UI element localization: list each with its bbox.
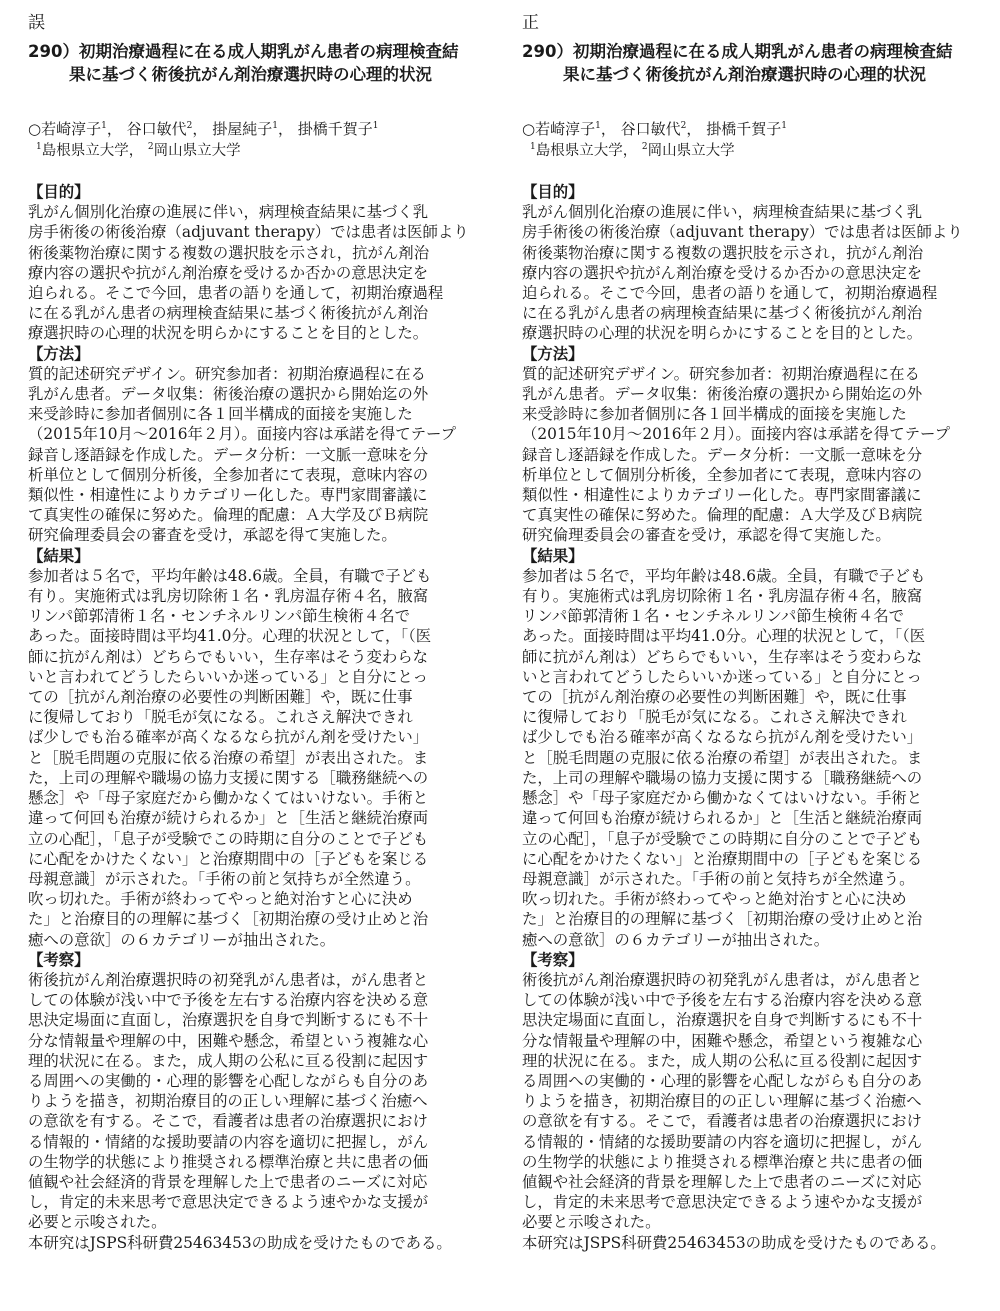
body-line: リンパ節郭清術１名・センチネルリンパ節生検術４名で — [522, 607, 904, 626]
affiliation-separator: ， — [128, 143, 144, 159]
author-affiliation-number: 1 — [372, 121, 379, 131]
author-list — [28, 118, 478, 140]
body-line: 思決定場面に直面し，治療選択を自身で判断するにも不十 — [28, 1011, 429, 1030]
body-line: し，肯定的未来思考で意思決定できるよう速やかな支援が — [522, 1193, 923, 1212]
body-line: 師に抗がん剤は）どちらでもいい，生存率はそう変わらな — [28, 647, 429, 666]
body-line: 研究倫理委員会の審査を受け，承認を得て実施した。 — [522, 526, 891, 545]
author-separator: ， — [686, 120, 702, 138]
title-line: 290）初期治療過程に在る成人期乳がん患者の病理検査結 — [28, 42, 459, 61]
author-separator: ， — [106, 120, 122, 138]
body-line: 必要と示唆された。 — [522, 1213, 661, 1232]
body-line: の生物学的状態により推奨される標準治療と共に患者の価 — [28, 1152, 429, 1171]
body-line: 分な情報量や理解の中，困難や懸念，希望という複雑な心 — [522, 1031, 923, 1050]
body-line: る周囲への実働的・心理的影響を心配しながらも自分のあ — [28, 1071, 429, 1090]
body-line: に復帰しており「脱毛が気になる。これさえ解決できれ — [522, 708, 907, 727]
body-line: 乳がん患者。データ収集：術後治療の選択から開始迄の外 — [522, 385, 923, 404]
author-name: 掛橋千賀子 — [706, 120, 782, 138]
author-affiliation-number: 1 — [101, 121, 107, 131]
affiliation-number: 2 — [641, 142, 648, 152]
body-line: 房手術後の術後治療（adjuvant therapy）では患者は医師より — [522, 223, 963, 242]
body-line: 懸念］や「母子家庭だから働かなくてはいけない。手術と — [28, 789, 429, 808]
body-line: 療内容の選択や抗がん剤治療を受けるか否かの意思決定を — [28, 263, 429, 282]
body-line: の意欲を有する。そこで，看護者は患者の治療選択におけ — [28, 1112, 428, 1131]
body-line: 違って何回も治療が続けられるか」と［生活と継続治療両 — [28, 809, 429, 828]
body-line: 思決定場面に直面し，治療選択を自身で判断するにも不十 — [522, 1011, 923, 1030]
body-line: の意欲を有する。そこで，看護者は患者の治療選択におけ — [522, 1112, 922, 1131]
body-line: いと言われてどうしたらいいか迷っている」と自分にとっ — [522, 667, 922, 686]
body-line: 癒への意欲］の６カテゴリーが抽出された。 — [522, 930, 830, 949]
body-line: に心配をかけたくない」と治療期間中の［子どもを案じる — [522, 849, 923, 868]
title-line: 果に基づく術後抗がん剤治療選択時の心理的状況 — [69, 65, 432, 84]
body-line: 療内容の選択や抗がん剤治療を受けるか否かの意思決定を — [522, 263, 923, 282]
abstract-title — [28, 40, 478, 86]
title-line: 果に基づく術後抗がん剤治療選択時の心理的状況 — [563, 65, 926, 84]
abstract-body — [522, 182, 972, 1253]
body-line: しての体験が浅い中で予後を左右する治療内容を決める意 — [522, 991, 923, 1010]
body-line: 分な情報量や理解の中，困難や懸念，希望という複雑な心 — [28, 1031, 429, 1050]
body-line: 参加者は５名で，平均年齢は48.6歳。全員，有職で子ども — [28, 566, 432, 585]
author-affiliation-number: 2 — [186, 121, 193, 131]
body-line: 迫られる。そこで今回，患者の語りを通して，初期治療過程 — [28, 284, 444, 303]
body-line: 類似性・相違性によりカテゴリー化した。専門家間審議に — [28, 486, 428, 505]
body-line: ての［抗がん剤治療の必要性の判断困難］や，既に仕事 — [522, 688, 907, 707]
body-line: 癒への意欲］の６カテゴリーが抽出された。 — [28, 930, 336, 949]
body-line: 有り。実施術式は乳房切除術１名・乳房温存術４名，腋窩 — [522, 587, 923, 606]
body-line: 有り。実施術式は乳房切除術１名・乳房温存術４名，腋窩 — [28, 587, 429, 606]
body-line: 質的記述研究デザイン。研究参加者：初期治療過程に在る — [28, 364, 426, 383]
body-line: 研究倫理委員会の審査を受け，承認を得て実施した。 — [28, 526, 397, 545]
body-line: 乳がん患者。データ収集：術後治療の選択から開始迄の外 — [28, 385, 429, 404]
body-line: リンパ節郭清術１名・センチネルリンパ節生検術４名で — [28, 607, 410, 626]
body-line: 乳がん個別化治療の進展に伴い，病理検査結果に基づく乳 — [28, 203, 429, 222]
body-line: る情報的・情緒的な援助要請の内容を適切に把握し，がん — [522, 1132, 923, 1151]
presenter-mark: ○ — [28, 120, 42, 138]
body-line: あった。面接時間は平均41.0分。心理的状況として，「（医 — [522, 627, 926, 646]
body-line: た」と治療目的の理解に基づく［初期治療の受け止めと治 — [522, 910, 923, 929]
affiliation-name: 島根県立大学 — [41, 143, 129, 159]
body-line: あった。面接時間は平均41.0分。心理的状況として，「（医 — [28, 627, 432, 646]
author-name: 谷口敏代 — [620, 120, 681, 138]
body-line: ば少しでも治る確率が高くなるなら抗がん剤を受けたい」 — [28, 728, 429, 747]
body-line: 療選択時の心理的状況を明らかにすることを目的とした。 — [28, 324, 429, 343]
affiliation-name: 岡山県立大学 — [153, 143, 241, 159]
body-line: し，肯定的未来思考で意思決定できるよう速やかな支援が — [28, 1193, 429, 1212]
presenter-mark: ○ — [522, 120, 536, 138]
body-line: の生物学的状態により推奨される標準治療と共に患者の価 — [522, 1152, 923, 1171]
section-heading: 【考察】 — [522, 950, 584, 969]
affiliation-separator: ， — [622, 143, 638, 159]
column-label-correct: 正 — [522, 13, 539, 33]
body-line: 療選択時の心理的状況を明らかにすることを目的とした。 — [522, 324, 923, 343]
body-line: 母親意識］が示された。「手術の前と気持ちが全然違う。 — [522, 869, 915, 888]
abstract-title — [522, 40, 972, 86]
author-name: 若崎淳子 — [535, 120, 596, 138]
body-line: 来受診時に参加者個別に各１回半構成的面接を実施した — [522, 405, 907, 424]
body-line: 析単位として個別分析後，全参加者にて表現，意味内容の — [28, 465, 429, 484]
body-line: 析単位として個別分析後，全参加者にて表現，意味内容の — [522, 465, 923, 484]
section-heading: 【方法】 — [522, 344, 584, 363]
body-line: に在る乳がん患者の病理検査結果に基づく術後抗がん剤治 — [28, 304, 429, 323]
body-line: 吹っ切れた。手術が終わってやっと絶対治すと心に決め — [522, 890, 907, 909]
affiliation-list — [28, 140, 478, 162]
author-separator: ， — [192, 120, 208, 138]
column-label-incorrect: 誤 — [28, 13, 45, 33]
body-line: 師に抗がん剤は）どちらでもいい，生存率はそう変わらな — [522, 647, 923, 666]
body-line: 迫られる。そこで今回，患者の語りを通して，初期治療過程 — [522, 284, 938, 303]
abstract-body — [28, 182, 478, 1253]
body-line: 参加者は５名で，平均年齢は48.6歳。全員，有職で子ども — [522, 566, 926, 585]
author-list — [522, 118, 972, 140]
body-line: 録音し逐語録を作成した。データ分析：一文脈一意味を分 — [522, 445, 923, 464]
body-line: ば少しでも治る確率が高くなるなら抗がん剤を受けたい」 — [522, 728, 923, 747]
body-line: 値観や社会経済的背景を理解した上で患者のニーズに対応 — [28, 1172, 428, 1191]
body-line: 質的記述研究デザイン。研究参加者：初期治療過程に在る — [522, 364, 920, 383]
section-heading: 【目的】 — [28, 183, 90, 201]
author-affiliation-number: 1 — [595, 121, 601, 131]
body-line: 懸念］や「母子家庭だから働かなくてはいけない。手術と — [522, 789, 923, 808]
body-line: と［脱毛問題の克服に依る治療の希望］が表出された。ま — [522, 748, 923, 767]
body-line: に復帰しており「脱毛が気になる。これさえ解決できれ — [28, 708, 413, 727]
body-line: 術後薬物治療に関する複数の選択肢を示され，抗がん剤治 — [522, 243, 924, 262]
body-line: （2015年10月～2016年２月）。面接内容は承諾を得てテープ — [522, 425, 951, 444]
affiliation-name: 島根県立大学 — [535, 143, 623, 159]
body-line: いと言われてどうしたらいいか迷っている」と自分にとっ — [28, 667, 428, 686]
body-line: 本研究はJSPS科研費25463453の助成を受けたものである。 — [522, 1233, 946, 1252]
column-incorrect — [28, 0, 478, 1253]
body-line: 術後薬物治療に関する複数の選択肢を示され，抗がん剤治 — [28, 243, 430, 262]
body-line: 類似性・相違性によりカテゴリー化した。専門家間審議に — [522, 486, 922, 505]
body-line: た，上司の理解や職場の協力支援に関する［職務継続への — [28, 768, 429, 787]
section-heading: 【方法】 — [28, 344, 90, 363]
author-separator: ， — [277, 120, 293, 138]
affiliation-number: 1 — [530, 142, 536, 152]
author-affiliation-number: 1 — [781, 121, 787, 131]
body-line: 術後抗がん剤治療選択時の初発乳がん患者は，がん患者と — [28, 970, 429, 989]
author-name: 谷口敏代 — [126, 120, 187, 138]
author-affiliation-number: 2 — [680, 121, 687, 131]
author-name: 掛橋千賀子 — [297, 120, 373, 138]
body-line: 違って何回も治療が続けられるか」と［生活と継続治療両 — [522, 809, 923, 828]
title-line: 290）初期治療過程に在る成人期乳がん患者の病理検査結 — [522, 42, 953, 61]
body-line: た，上司の理解や職場の協力支援に関する［職務継続への — [522, 768, 923, 787]
body-line: りようを描き，初期治療目的の正しい理解に基づく治癒へ — [522, 1092, 922, 1111]
body-line: に在る乳がん患者の病理検査結果に基づく術後抗がん剤治 — [522, 304, 923, 323]
body-line: 理的状況に在る。また，成人期の公私に亘る役割に起因す — [522, 1051, 923, 1070]
section-heading: 【結果】 — [522, 546, 584, 565]
body-line: 立の心配］，「息子が受験でこの時期に自分のことで子ども — [522, 829, 923, 848]
affiliation-name: 岡山県立大学 — [647, 143, 735, 159]
body-line: 必要と示唆された。 — [28, 1213, 167, 1232]
body-line: と［脱毛問題の克服に依る治療の希望］が表出された。ま — [28, 748, 429, 767]
author-affiliation-number: 1 — [272, 121, 278, 131]
author-name: 掛屋純子 — [212, 120, 273, 138]
body-line: に心配をかけたくない」と治療期間中の［子どもを案じる — [28, 849, 429, 868]
body-line: 立の心配］，「息子が受験でこの時期に自分のことで子ども — [28, 829, 429, 848]
column-correct — [522, 0, 972, 1253]
body-line: 母親意識］が示された。「手術の前と気持ちが全然違う。 — [28, 869, 421, 888]
body-line: 房手術後の術後治療（adjuvant therapy）では患者は医師より — [28, 223, 469, 242]
author-name: 若崎淳子 — [41, 120, 102, 138]
body-line: りようを描き，初期治療目的の正しい理解に基づく治癒へ — [28, 1092, 428, 1111]
body-line: 値観や社会経済的背景を理解した上で患者のニーズに対応 — [522, 1172, 922, 1191]
body-line: 吹っ切れた。手術が終わってやっと絶対治すと心に決め — [28, 890, 413, 909]
body-line: る周囲への実働的・心理的影響を心配しながらも自分のあ — [522, 1071, 923, 1090]
body-line: 本研究はJSPS科研費25463453の助成を受けたものである。 — [28, 1233, 452, 1252]
section-heading: 【結果】 — [28, 546, 90, 565]
body-line: た」と治療目的の理解に基づく［初期治療の受け止めと治 — [28, 910, 429, 929]
author-separator: ， — [600, 120, 616, 138]
section-heading: 【考察】 — [28, 950, 90, 969]
body-line: 来受診時に参加者個別に各１回半構成的面接を実施した — [28, 405, 413, 424]
body-line: て真実性の確保に努めた。倫理的配慮：Ａ大学及びＢ病院 — [28, 506, 429, 525]
body-line: 術後抗がん剤治療選択時の初発乳がん患者は，がん患者と — [522, 970, 923, 989]
body-line: しての体験が浅い中で予後を左右する治療内容を決める意 — [28, 991, 429, 1010]
body-line: （2015年10月～2016年２月）。面接内容は承諾を得てテープ — [28, 425, 457, 444]
body-line: て真実性の確保に努めた。倫理的配慮：Ａ大学及びＢ病院 — [522, 506, 923, 525]
body-line: 理的状況に在る。また，成人期の公私に亘る役割に起因す — [28, 1051, 429, 1070]
section-heading: 【目的】 — [522, 183, 584, 201]
body-line: る情報的・情緒的な援助要請の内容を適切に把握し，がん — [28, 1132, 429, 1151]
affiliation-number: 1 — [36, 142, 42, 152]
body-line: ての［抗がん剤治療の必要性の判断困難］や，既に仕事 — [28, 688, 413, 707]
affiliation-list — [522, 140, 972, 162]
affiliation-number: 2 — [147, 142, 154, 152]
body-line: 乳がん個別化治療の進展に伴い，病理検査結果に基づく乳 — [522, 203, 923, 222]
body-line: 録音し逐語録を作成した。データ分析：一文脈一意味を分 — [28, 445, 429, 464]
